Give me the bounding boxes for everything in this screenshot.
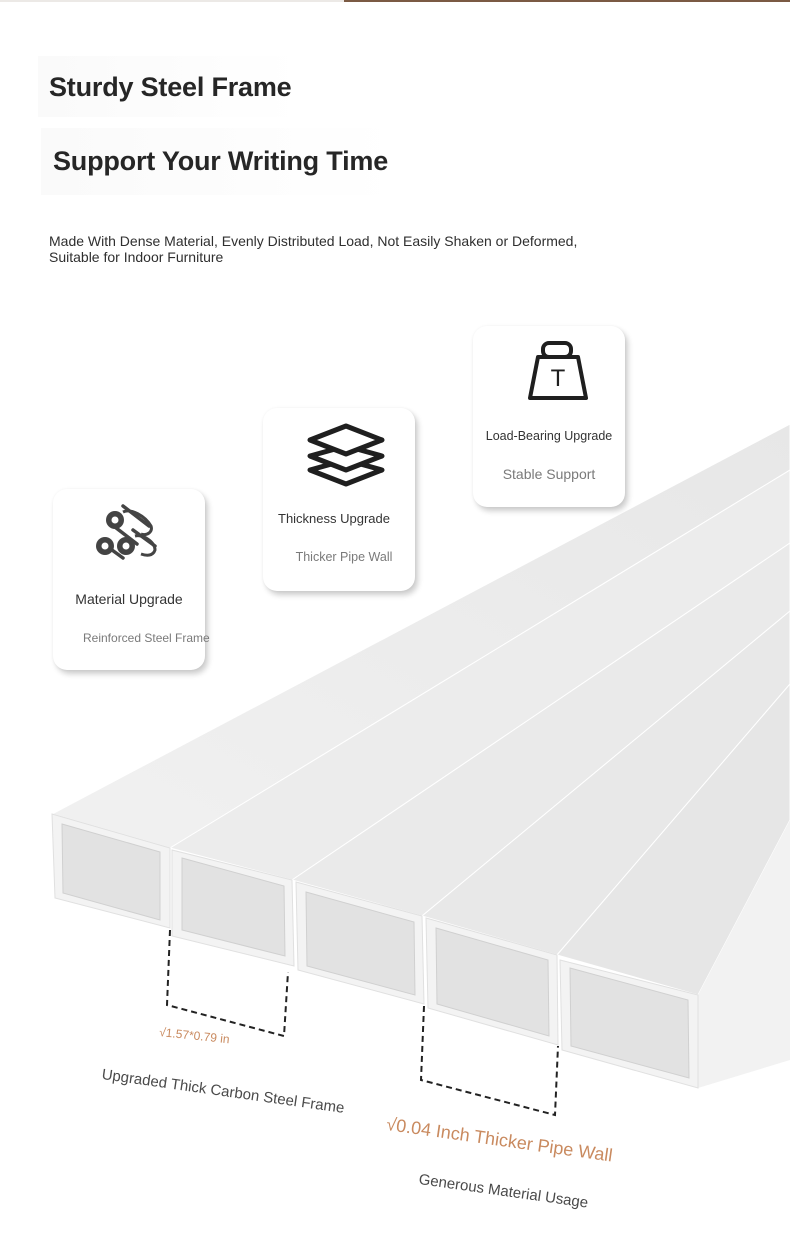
page-subtitle: Support Your Writing Time bbox=[41, 128, 400, 195]
feature-card-thickness bbox=[263, 408, 415, 591]
weight-icon-letter: T bbox=[550, 365, 566, 392]
logs-icon bbox=[93, 502, 161, 564]
weight-icon bbox=[526, 340, 590, 402]
feature-card-load bbox=[473, 326, 625, 507]
frame-dimension-label: √1.57*0.79 in bbox=[158, 1025, 231, 1047]
feature-subtitle: Stable Support bbox=[502, 466, 596, 482]
wall-caption: Generous Material Usage bbox=[417, 1171, 590, 1212]
feature-subtitle: Thicker Pipe Wall bbox=[295, 550, 393, 564]
page-description: Made With Dense Material, Evenly Distributed Load, Not Easily Shaken or Deformed, Suitable for Indoor Furniture bbox=[49, 233, 578, 265]
feature-title: Thickness Upgrade bbox=[278, 511, 390, 526]
feature-card-material bbox=[53, 489, 210, 670]
wall-dimension-label: √0.04 Inch Thicker Pipe Wall bbox=[385, 1114, 614, 1166]
feature-title: Load-Bearing Upgrade bbox=[485, 429, 613, 443]
feature-title: Material Upgrade bbox=[75, 591, 183, 607]
frame-caption: Upgraded Thick Carbon Steel Frame bbox=[100, 1066, 346, 1117]
layers-icon bbox=[306, 422, 386, 488]
page-title: Sturdy Steel Frame bbox=[38, 56, 303, 117]
feature-subtitle: Reinforced Steel Frame bbox=[83, 631, 210, 645]
